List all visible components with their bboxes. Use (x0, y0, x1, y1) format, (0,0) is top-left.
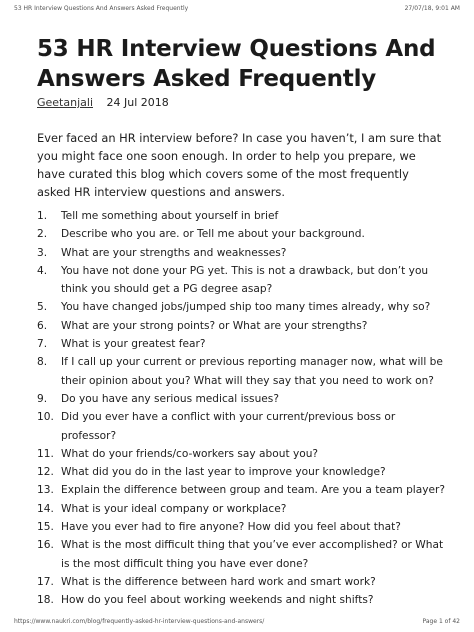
question-item (37, 353, 447, 390)
header-doc-title: 53 HR Interview Questions And Answers Asked Frequently (14, 5, 189, 12)
question-number: 10. (37, 411, 54, 424)
question-number: 12. (37, 466, 54, 479)
question-number: 8. (37, 356, 48, 369)
question-item (37, 225, 447, 243)
question-text: What is the difference between hard work and smart work? (61, 575, 376, 588)
question-number: 2. (37, 228, 48, 241)
question-number: 7. (37, 338, 48, 351)
question-number: 1. (37, 210, 48, 222)
question-number: 9. (37, 392, 48, 405)
question-number: 17. (37, 575, 54, 588)
question-item (37, 317, 447, 335)
question-text: Did you ever have a conflict with your current/previous boss or professor? (61, 411, 396, 442)
question-text: Have you ever had to fire anyone? How did you feel about that? (61, 521, 401, 534)
footer-page-number: Page 1 of 42 (422, 618, 460, 625)
article-meta (37, 96, 169, 109)
question-text: What do your friends/co-workers say about you? (61, 447, 319, 460)
question-number: 6. (37, 319, 48, 332)
author-link[interactable]: Geetanjali (37, 96, 93, 109)
print-footer (14, 618, 460, 625)
question-text: Explain the difference between group and team. Are you a team player? (61, 484, 445, 497)
question-text: Describe who you are. or Tell me about your background. (61, 228, 365, 241)
question-item (37, 244, 447, 262)
question-text: What did you do in the last year to improve your knowledge? (61, 466, 386, 479)
question-item (37, 298, 447, 316)
question-item (37, 408, 447, 445)
question-number: 3. (37, 246, 48, 259)
publish-date: 24 Jul 2018 (106, 96, 169, 109)
question-item (37, 500, 447, 518)
intro-paragraph: Ever faced an HR interview before? In case you haven’t, I am sure that you might face one soon enough. In order to help you prepare, we have curated this blog which covers some of the most frequently asked HR interview questions and answers. (37, 131, 442, 199)
question-item (37, 591, 447, 609)
question-item (37, 390, 447, 408)
question-item (37, 262, 447, 299)
question-number: 15. (37, 521, 54, 534)
question-text: If I call up your current or previous reporting manager now, what will be their opinion about you? What will they say that you need to work on? (61, 356, 443, 387)
question-number: 16. (37, 539, 54, 552)
question-item (37, 463, 447, 481)
question-text: You have changed jobs/jumped ship too many times already, why so? (61, 301, 431, 314)
question-item (37, 536, 447, 573)
question-item (37, 518, 447, 536)
question-text: Do you have any serious medical issues? (61, 392, 279, 405)
question-number: 13. (37, 484, 54, 497)
question-item (37, 481, 447, 499)
question-number: 18. (37, 594, 54, 607)
question-text: You have not done your PG yet. This is not a drawback, but don’t you think you should get a PG degree asap? (61, 264, 429, 296)
question-text: What is your ideal company or workplace? (61, 502, 287, 515)
footer-url: https://www.naukri.com/blog/frequently-asked-hr-interview-questions-and-answers/ (14, 618, 265, 625)
question-number: 14. (37, 502, 54, 515)
question-item (37, 573, 447, 591)
question-number: 11. (37, 447, 54, 460)
question-number: 4. (37, 264, 48, 277)
question-item (37, 207, 447, 225)
question-text: What is your greatest fear? (61, 338, 206, 351)
print-header (14, 5, 460, 12)
question-number: 5. (37, 301, 48, 314)
article-title: 53 HR Interview Questions And Answers Asked Frequently (37, 36, 436, 92)
question-item (37, 335, 447, 353)
question-text: What are your strong points? or What are your strengths? (61, 319, 368, 332)
question-text: What is the most difficult thing that you’ve ever accomplished? or What is the most difficult thing you have ever done? (61, 539, 444, 570)
question-item (37, 445, 447, 463)
question-text: What are your strengths and weaknesses? (61, 246, 287, 259)
question-text: How do you feel about working weekends and night shifts? (61, 594, 374, 607)
questions-list (37, 207, 447, 610)
header-timestamp: 27/07/18, 9:01 AM (404, 5, 460, 12)
question-text: Tell me something about yourself in brief (61, 210, 279, 222)
